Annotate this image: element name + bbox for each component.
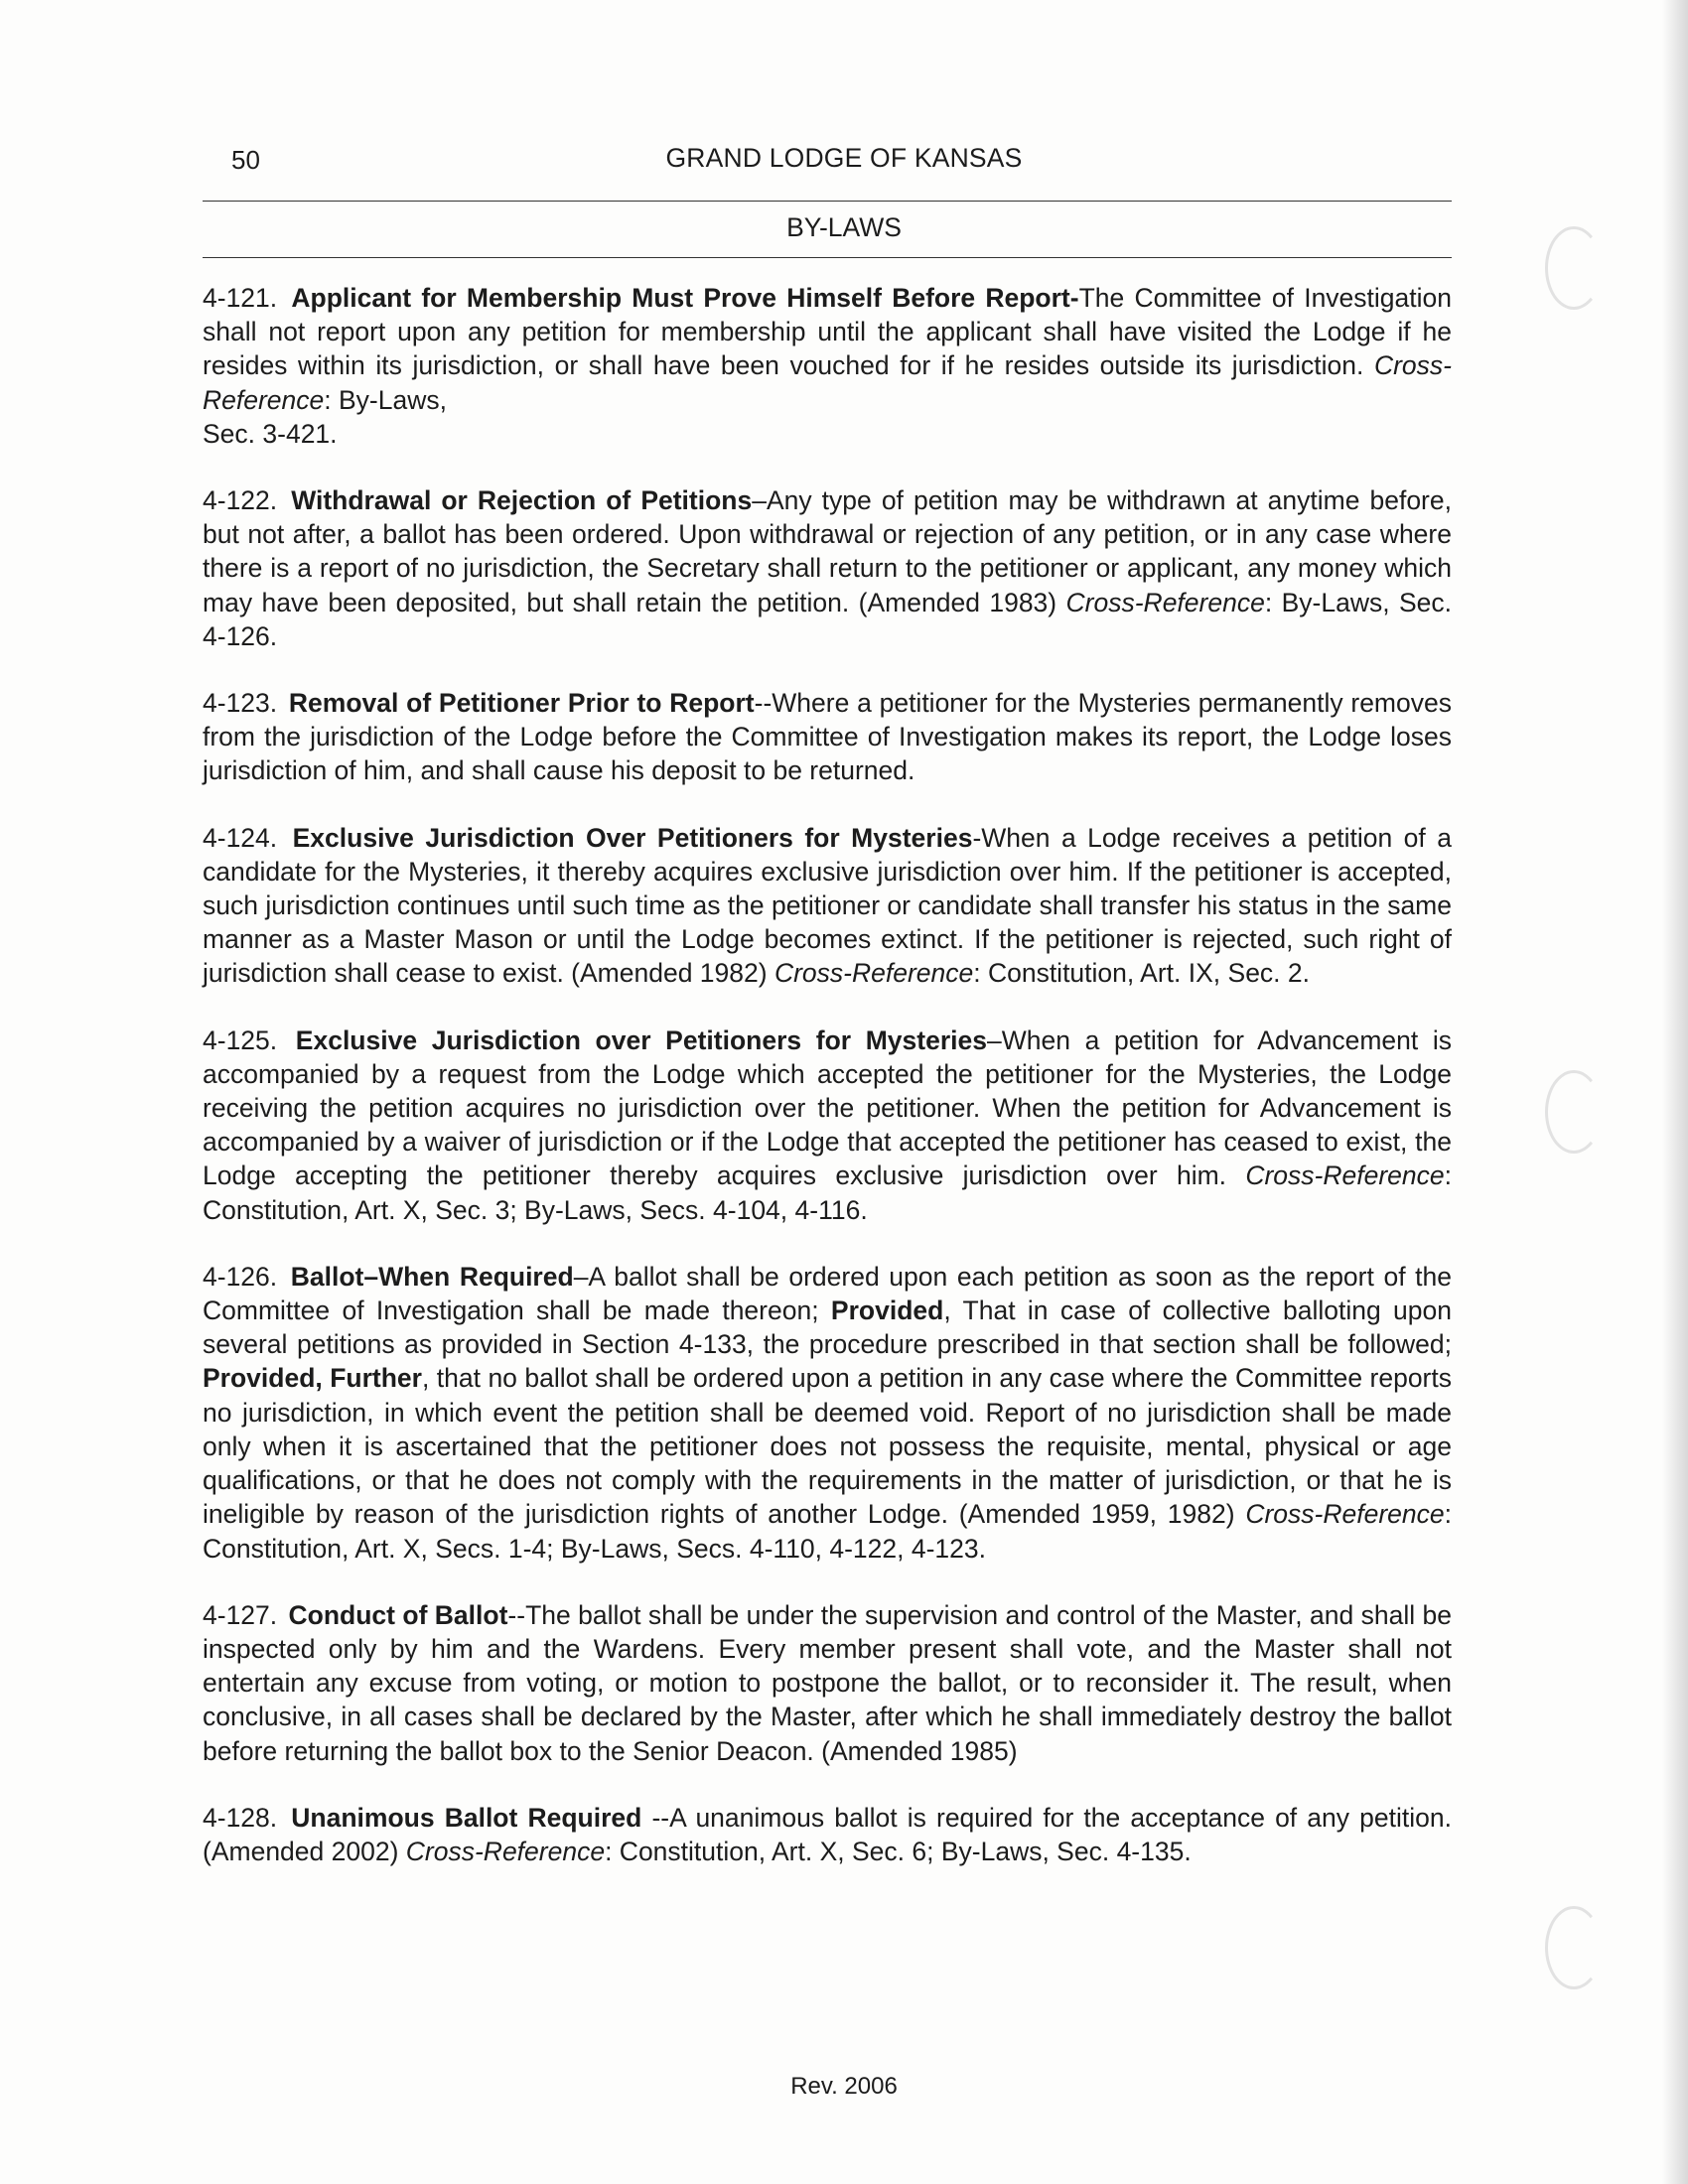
section-title: Unanimous Ballot Required — [291, 1802, 642, 1833]
section-text: : Constitution, Art. X, Secs. 1-4; By-Laws, Secs. 4-110, 4-122, 4-123. — [203, 1499, 1452, 1564]
section-number: 4-128. — [203, 1802, 278, 1833]
section-title: Exclusive Jurisdiction over Petitioners for Mysteries — [295, 1024, 987, 1055]
revision-footer: Rev. 2006 — [790, 2073, 898, 2100]
section-4-121 — [203, 281, 1452, 451]
section-number: 4-125. — [203, 1024, 278, 1055]
section-text: –A ballot shall be ordered upon each petition as soon as the report of the Committee of Investigation shall be made thereon; — [203, 1261, 1452, 1326]
section-text: –When a petition for Advancement is accompanied by a request from the Lodge which accepted the petitioner for the Mysteries, the Lodge receiving the petition acquires no jurisdiction over the petitioner. When the petition for Advancement is accompanied by a waiver of jurisdiction or if the Lodge that accepted the petitioner has ceased to exist, the Lodge accepting the petitioner thereby acquires exclusive jurisdiction over him. — [203, 1024, 1453, 1191]
document-body — [203, 281, 1452, 1901]
section-text: , That in case of collective balloting upon several petitions as provided in Section 4-133, the procedure prescribed in that section shall be followed; — [203, 1296, 1452, 1360]
section-title: Conduct of Ballot — [288, 1599, 508, 1630]
section-heading: BY-LAWS — [786, 212, 902, 242]
punch-hole-middle — [1545, 1070, 1603, 1154]
section-text: --The ballot shall be under the supervision and control of the Master, and shall be inspected only by him and the Wardens. Every member present shall vote, and the Master shall not entertain any excuse from voting, or motion to postpone the ballot, or to reconsider it. The result, when conclusive, in all cases shall be declared by the Master, after which he shall immediately destroy the ballot before returning the ballot box to the Senior Deacon. (Amended 1985) — [203, 1599, 1452, 1766]
header-rule-bottom — [203, 257, 1452, 258]
section-title: Removal of Petitioner Prior to Report — [288, 688, 755, 719]
section-number: 4-126. — [203, 1261, 278, 1292]
section-text: , that no ballot shall be ordered upon a petition in any case where the Committee reports no jurisdiction, in which event the petition shall be deemed void. Report of no jurisdiction shall be made only when it is ascertained that the petitioner does not possess the requisite, mental, physical or age qualifications, or that he does not comply with the requirements in the matter of jurisdiction, or that he is ineligible by reason of the jurisdiction rights of another Lodge. (Amended 1959, 1982) — [203, 1363, 1452, 1530]
section-4-127 — [203, 1598, 1452, 1768]
cross-reference-label: Cross-Reference — [1245, 1499, 1445, 1530]
section-title: Exclusive Jurisdiction Over Petitioners for Mysteries — [292, 822, 973, 853]
header-rule-top — [203, 201, 1452, 202]
section-title: Applicant for Membership Must Prove Himself Before Report- — [291, 283, 1079, 313]
section-text: –Any type of petition may be withdrawn at anytime before, but not after, a ballot has been ordered. Upon withdrawal or rejection of any petition, or in any case where there is a report of no jurisdiction, the Secretary shall return to the petitioner or applicant, any money which may have been deposited, but shall retain the petition. (Amended 1983) — [203, 485, 1452, 617]
section-text: : By-Laws, Sec. 4-126. — [203, 587, 1452, 651]
section-text: : Constitution, Art. X, Sec. 3; By-Laws, Secs. 4-104, 4-116. — [203, 1160, 1452, 1225]
punch-hole-bottom — [1545, 1906, 1603, 1989]
section-number: 4-123. — [203, 688, 278, 719]
section-number: 4-122. — [203, 485, 278, 516]
proviso-label: Provided — [830, 1296, 944, 1326]
proviso-label: Provided, Further — [203, 1363, 422, 1394]
cross-reference-label: Cross-Reference — [405, 1836, 606, 1866]
section-text: : By-Laws, — [324, 384, 447, 415]
section-text: Sec. 3-421. — [203, 418, 338, 449]
section-number: 4-127. — [203, 1599, 278, 1630]
section-4-123 — [203, 686, 1452, 788]
running-head: GRAND LODGE OF KANSAS — [665, 143, 1023, 173]
section-text: -When a Lodge receives a petition of a candidate for the Mysteries, it thereby acquires exclusive jurisdiction over him. If the petitioner is accepted, such jurisdiction continues until such time as the petitioner or candidate shall transfer his status in the same manner as a Master Mason or until the Lodge becomes extinct. If the petitioner is rejected, such right of jurisdiction shall cease to exist. (Amended 1982) — [203, 822, 1452, 989]
section-text: : Constitution, Art. IX, Sec. 2. — [973, 958, 1311, 989]
section-4-126 — [203, 1260, 1452, 1566]
section-text: --Where a petitioner for the Mysteries permanently removes from the jurisdiction of the Lodge before the Committee of Investigation makes its report, the Lodge loses jurisdiction of him, and shall cause his deposit to be returned. — [203, 688, 1452, 786]
scan-edge-shadow — [1662, 0, 1688, 2184]
cross-reference-label: Cross-Reference — [1065, 587, 1265, 617]
section-number: 4-124. — [203, 822, 278, 853]
section-title: Withdrawal or Rejection of Petitions — [291, 485, 753, 516]
section-4-124 — [203, 821, 1452, 991]
section-title: Ballot–When Required — [290, 1261, 574, 1292]
section-text: --A unanimous ballot is required for the acceptance of any petition. (Amended 2002) — [203, 1802, 1452, 1866]
section-4-125 — [203, 1024, 1452, 1227]
section-4-128 — [203, 1801, 1452, 1868]
section-text: : Constitution, Art. X, Sec. 6; By-Laws, Sec. 4-135. — [605, 1836, 1192, 1866]
cross-reference-label: Cross-Reference — [774, 958, 974, 989]
section-number: 4-121. — [203, 283, 278, 313]
section-4-122 — [203, 483, 1452, 653]
page-number: 50 — [231, 145, 260, 175]
section-text: The Committee of Investigation shall not report upon any petition for membership until the applicant shall have visited the Lodge if he resides within its jurisdiction, or shall have been vouched for if he resides outside its jurisdiction. — [203, 283, 1452, 381]
cross-reference-label: Cross-Reference — [203, 350, 1452, 415]
cross-reference-label: Cross-Reference — [1245, 1160, 1445, 1191]
